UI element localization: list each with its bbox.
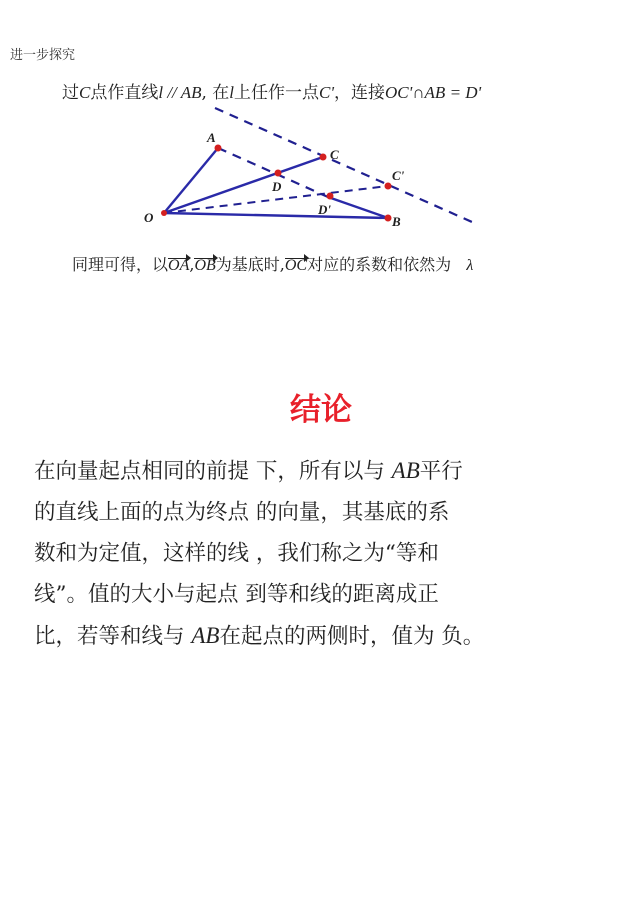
conclusion-text-2: 平行 的直线上面的点为终点 的向量，其基底的系 数和为定值，这样的线 ，我们称之为“等和 线”。值的大小与起点 到等和线的距离成正 比，若等和线与 <box>34 459 463 649</box>
point-c-text: C <box>79 83 91 102</box>
point-c <box>320 154 327 161</box>
construction-mid1: 点作直线 <box>90 83 159 103</box>
line-l-text: l <box>229 83 235 102</box>
lambda-symbol: λ <box>466 257 474 274</box>
label-d-prime: D' <box>318 202 331 217</box>
point-b <box>385 215 392 222</box>
construction-mid4: ，连接 <box>334 83 386 103</box>
label-o: O <box>144 210 154 225</box>
construction-mid3: 上任作一点 <box>234 83 320 103</box>
segment-db <box>328 197 388 218</box>
label-c: C <box>330 147 339 162</box>
construction-mid2: , 在 <box>201 83 230 103</box>
similar-comma: , <box>189 255 195 274</box>
intersection-formula: OC'∩AB = D' <box>385 83 482 102</box>
point-c-prime-text: C' <box>319 83 335 102</box>
conclusion-text-3: 在起点的两侧时，值为 负。 <box>219 624 485 649</box>
conclusion-ab-2: AB <box>191 623 220 648</box>
intro-heading: 进一步探究 <box>10 48 76 63</box>
geometry-diagram <box>120 100 480 235</box>
similar-prefix: 同理可得，以 <box>72 255 169 274</box>
point-a <box>215 145 222 152</box>
conclusion-ab-1: AB <box>391 458 420 483</box>
line-l-parallel-ab: l // AB <box>158 83 202 102</box>
point-d <box>275 170 282 177</box>
conclusion-title: 结论 <box>290 392 352 428</box>
point-d-prime <box>327 193 334 200</box>
similar-suffix: 对应的系数和依然为 <box>307 255 452 274</box>
vector-oc: OC <box>284 257 308 274</box>
conclusion-paragraph <box>34 450 624 657</box>
vector-ob: OB <box>194 257 216 274</box>
segment-ob <box>164 213 388 218</box>
label-a: A <box>207 130 216 145</box>
construction-prefix: 过 <box>62 83 79 103</box>
point-c-prime <box>385 183 392 190</box>
conclusion-text-1: 在向量起点相同的前提 下，所有以与 <box>34 459 392 484</box>
point-o <box>161 210 167 216</box>
label-c-prime: C' <box>392 168 405 183</box>
similar-mid: 为基底时, <box>215 255 285 274</box>
vector-oa: OA <box>168 257 190 274</box>
label-d: D <box>272 179 282 194</box>
similar-statement <box>72 252 473 275</box>
label-b: B <box>392 214 401 229</box>
